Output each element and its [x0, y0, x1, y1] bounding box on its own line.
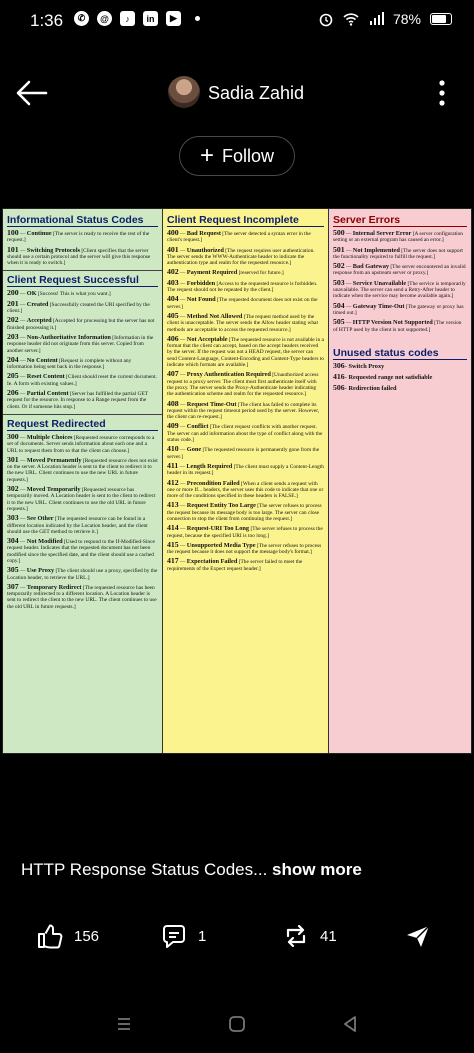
section-title: Client Request Successful — [7, 274, 158, 287]
status-code-entry: 305 — Use Proxy [The client should use a proxy, specified by the Location header, to retrieve the URL.] — [7, 565, 158, 581]
section-title: Unused status codes — [333, 347, 467, 360]
status-code-entry: 202 — Accepted [Accepted for processing but the server has not finished processing it.] — [7, 315, 155, 331]
code-number: 101 — [7, 244, 19, 254]
code-description: [Information in the response header did not originate from this server. Copied from another server.] — [7, 334, 154, 354]
comment-button[interactable] — [160, 922, 206, 950]
code-description: [Successfully created the URI specified by the client.] — [7, 301, 150, 315]
comment-icon — [160, 922, 188, 950]
repost-count: 41 — [320, 927, 337, 945]
status-code-entry: 409 — Conflict [The client request conflicts with another request. The server can add information about the type of conflict along with the status code.] — [167, 421, 323, 444]
whatsapp-icon: ✆ — [74, 11, 89, 26]
send-icon — [404, 922, 432, 950]
code-description: [Server has fulfilled the partial GET request for the resource. In response to a Range request from the client. Or if someone hits stop.] — [7, 391, 148, 410]
code-number: 409 — [167, 421, 179, 431]
action-bar — [0, 922, 474, 962]
code-number: 403 — [167, 277, 179, 287]
code-description: [The server is ready to receive the rest of the request.] — [7, 231, 150, 244]
code-name: Not Modified — [26, 538, 63, 546]
code-number: 412 — [167, 477, 179, 487]
code-number: 201 — [7, 298, 19, 308]
notification-icons — [74, 11, 200, 26]
youtube-icon: ▶ — [166, 11, 181, 26]
code-description: [Unauthorized access request to a proxy server. The client must first authenticate itself with the proxy. The server sends the Proxy-Authenticate header indicating the authentication scheme and realm for the requested resource.] — [167, 372, 319, 398]
code-number: 100 — [7, 228, 19, 237]
column-green — [3, 209, 163, 753]
code-number: 408 — [167, 398, 179, 408]
code-description: [Accepted for processing but the server has not finished processing it.] — [7, 318, 155, 331]
section-title: Request Redirected — [7, 418, 158, 431]
code-description: [The request requires user authentication. The server sends the WWW-Authenticate header to indicate the authentication type and realm for the requested resource.] — [167, 247, 315, 267]
code-name: Length Required — [186, 462, 233, 470]
caption-text: HTTP Response Status Codes... — [21, 860, 268, 879]
code-description: [Access to the requested resource is forbidden. The request should not be repeated by the client.] — [167, 280, 318, 294]
code-number: 206 — [7, 388, 19, 398]
code-description: [Request is complete without any information being sent back in the response.] — [7, 357, 132, 371]
code-description: [The requested resource has been temporarily redirected to a different location. A Location header is sent to redirect the client to the new URL. The client continues to use the old URL in future requests.] — [7, 584, 157, 610]
status-code-entry: 205 — Reset Content [Client should reset the current document. Ie. A form with existing values.] — [7, 371, 157, 387]
status-code-entry: 206 — Partial Content [Server has fulfilled the partial GET request for the resource. In response to a Range request from the client. Or if someone hits stop.] — [7, 388, 148, 410]
code-name: Gone — [186, 446, 202, 454]
code-name: Created — [26, 300, 49, 308]
code-name: Proxy Authentication Required — [186, 371, 271, 379]
code-description: [Success! This is what you want.] — [37, 291, 111, 298]
status-code-entry: 417 — Expectation Failed [The server failed to meet the requirements of the Expect request header.] — [167, 556, 303, 572]
code-name: Not Acceptable — [186, 335, 228, 343]
code-number: 413 — [167, 500, 179, 510]
like-count: 156 — [74, 927, 100, 945]
signal-icon — [368, 11, 384, 27]
code-description: [The client must supply a Content-Length header in its request.] — [167, 463, 324, 477]
code-description: [The requested document does not exist on the server.] — [167, 297, 318, 310]
code-number: 401 — [167, 244, 179, 254]
code-name: Continue — [26, 230, 52, 237]
code-name: HTTP Version Not Supported — [352, 319, 433, 327]
battery-icon — [430, 13, 452, 25]
status-code-entry: 412 — Precondition Failed [When a client sends a request with one or more If... headers, the server uses this code to indicate that one or more of the conditions specified in these headers is FALSE.] — [167, 477, 324, 500]
code-number: 407 — [167, 369, 179, 379]
status-code-entry: 401 — Unauthorized [The request requires user authentication. The server sends the WWW-Authenticate header to indicate the authentication type and realm for the requested resource.] — [167, 244, 315, 267]
code-name: Service Unavailable — [352, 279, 407, 287]
threads-icon: @ — [97, 11, 112, 26]
code-name: Not Found — [186, 296, 216, 304]
code-name: Request Entity Too Large — [186, 502, 256, 510]
home-icon[interactable] — [227, 1014, 247, 1034]
code-description: [The server refuses to process the request because it does not support the message body's format.] — [167, 542, 322, 556]
code-description: [The client request conflicts with another request. The server can add information about the type of conflict along with the status code.] — [167, 424, 323, 444]
status-code-entry: 506- Redirection failed — [333, 383, 397, 393]
author-name[interactable]: Sadia Zahid — [208, 83, 305, 103]
code-number: 417 — [167, 556, 179, 566]
status-code-entry: 200 — OK [Success! This is what you want.] — [7, 288, 111, 298]
send-button[interactable] — [404, 922, 432, 950]
tiktok-icon: ♪ — [120, 11, 135, 26]
code-description: [The request method used by the client is unacceptable. The server sends the Allow header stating what methods are acceptable to access the requested resource.] — [167, 313, 318, 333]
code-name: Forbidden — [186, 279, 216, 287]
code-name: Unauthorized — [186, 246, 224, 254]
code-name: Reset Content — [26, 373, 65, 381]
code-name: See Other — [26, 515, 54, 523]
code-description: [A server configuration setting or an external program has caused an error.] — [333, 231, 463, 244]
comment-count: 1 — [198, 927, 207, 945]
code-name: Use Proxy — [26, 567, 55, 575]
status-code-entry: 505 — HTTP Version Not Supported [The version of HTTP used by the client is not supported.] — [333, 317, 462, 333]
code-description: [The requested resource can be found in a different location indicated by the Location header, and the client should use the GET method to retrieve it.] — [7, 516, 148, 535]
code-description: [The server does not support the functionality required to fulfill the request.] — [333, 247, 463, 260]
status-code-entry: 402 — Payment Required [reserved for future.] — [167, 267, 284, 277]
code-number: 414 — [167, 523, 179, 533]
system-nav-bar — [0, 1010, 474, 1040]
code-name: Internal Server Error — [352, 230, 412, 237]
code-description: [When a client sends a request with one or more If... headers, the server uses this code to indicate that one or more of the conditions specified in these headers is FALSE.] — [167, 480, 324, 500]
code-number: 400 — [167, 228, 179, 237]
code-description: [reserved for future.] — [238, 270, 284, 277]
code-number: 416 — [333, 372, 345, 382]
code-name: Temporary Redirect — [26, 583, 82, 591]
code-name: Request Time-Out — [186, 400, 237, 408]
code-number: 402 — [167, 267, 179, 277]
code-number: 410 — [167, 444, 179, 454]
back-nav-icon[interactable] — [340, 1014, 360, 1034]
unused-codes-section — [333, 347, 467, 393]
code-name: Requested range not satisfiable — [348, 374, 433, 382]
code-description: [The client should use a proxy, specified by the Location header, to retrieve the URL.] — [7, 568, 158, 581]
code-description: [The gateway or proxy has timed out.] — [333, 303, 464, 316]
code-description: [Client should reset the current document. Ie. A form with existing values.] — [7, 374, 157, 387]
code-number: 303 — [7, 513, 19, 523]
status-code-entry: 101 — Switching Protocols [Client specifies that the server should use a certain protocol and the server will give this response when it is ready to switch.] — [7, 244, 151, 267]
column-pink — [329, 209, 471, 753]
status-code-entry: 504 — Gateway Time-Out [The gateway or proxy has timed out.] — [333, 300, 464, 316]
status-bar — [0, 0, 474, 42]
code-name: No Content — [26, 356, 58, 364]
status-code-entry: 304 — Not Modified [Used to respond to the If-Modified-Since request header. Indicates that the requested document has not been modified since the specified date, and the client should use a cached copy.] — [7, 536, 155, 564]
post-caption — [21, 860, 362, 880]
more-options-icon[interactable] — [432, 78, 452, 108]
code-number: 505 — [333, 317, 345, 327]
repost-button[interactable] — [282, 922, 337, 950]
code-number: 307 — [7, 581, 19, 591]
section-title: Client Request Incomplete — [167, 214, 324, 227]
code-description: [Requested resource has temporarily moved. A Location header is sent to the client to redirect it to the new URL. Client continues to use the old URL in future requests.] — [7, 487, 156, 512]
code-name: Switching Protocols — [26, 246, 81, 254]
code-number: 306 — [333, 360, 345, 370]
status-code-entry: 306- Switch Proxy — [333, 360, 385, 370]
code-name: Bad Gateway — [352, 263, 390, 271]
code-name: Multiple Choices — [26, 433, 73, 441]
code-number: 506 — [333, 383, 345, 393]
code-description: [The server failed to meet the requirements of the Expect request header.] — [167, 559, 303, 572]
code-description: [Used to respond to the If-Modified-Since request header. Indicates that the requested document has not been modified since the specified date, and the client should use a cached copy.] — [7, 539, 155, 564]
code-description: [Client specifies that the server should use a certain protocol and the server will give this response when it is ready to switch.] — [7, 247, 151, 267]
code-number: 500 — [333, 228, 345, 237]
code-name: Payment Required — [186, 269, 238, 277]
status-code-entry: 411 — Length Required [The client must supply a Content-Length header in its request.] — [167, 460, 324, 477]
status-code-entry: 400 — Bad Request [The server detected a syntax error in the client's request.] — [167, 228, 311, 244]
avatar[interactable] — [168, 76, 200, 108]
clock: 1:36 — [30, 11, 64, 30]
status-code-entry: 203 — Non-Authoritative Information [Information in the response header did not originate from this server. Copied from another server.] — [7, 331, 154, 354]
column-yellow — [163, 209, 329, 753]
code-name: Gateway Time-Out — [352, 302, 405, 310]
code-number: 503 — [333, 277, 345, 287]
status-code-entry: 408 — Request Time-Out [The client has failed to complete its request within the request timeout period used by the server. However, the client can re-request.] — [167, 398, 320, 421]
show-more-link[interactable]: show more — [272, 860, 362, 879]
code-name: OK — [26, 290, 37, 298]
battery-percent: 78% — [392, 11, 421, 27]
code-description: [The service is temporarily unavailable. The server can send a Retry-After header to indicate when the service may become available again.] — [333, 280, 466, 300]
back-arrow-icon[interactable] — [14, 76, 50, 110]
code-name: Partial Content — [26, 390, 69, 398]
status-code-entry: 414 — Request-URI Too Long [The server refuses to process the request, because the specified URI is too long.] — [167, 523, 323, 539]
code-number: 203 — [7, 331, 19, 341]
status-code-entry: 501 — Not Implemented [The server does not support the functionality required to fulfill the request.] — [333, 244, 463, 260]
status-codes-image[interactable] — [2, 208, 472, 754]
status-code-entry: 416- Requested range not satisfiable — [333, 372, 433, 382]
recent-apps-icon[interactable] — [114, 1014, 134, 1034]
code-number: 302 — [7, 484, 19, 494]
status-code-entry: 300 — Multiple Choices [Requested resource corresponds to a set of documents. Server sends information about each one and a URL to request them from so that the client can choose.] — [7, 431, 155, 454]
code-description: [The requested resource is not available in a format that the client can accept, based on the accept headers received by the server. If the request was not a HEAD request, the server can send Content-Language, Content-Encoding and Content-Type headers to indicate which formats are available.] — [167, 336, 324, 369]
status-code-entry: 500 — Internal Server Error [A server configuration setting or an external program has caused an error.] — [333, 228, 463, 244]
status-code-entry: 204 — No Content [Request is complete without any information being sent back in the response.] — [7, 354, 132, 371]
code-number: 415 — [167, 539, 179, 549]
code-name: Redirection failed — [348, 385, 397, 393]
status-code-entry: 100 — Continue [The server is ready to receive the rest of the request.] — [7, 228, 150, 244]
code-description: [The requested resource is permanently gone from the server.] — [167, 447, 320, 460]
code-description: [The version of HTTP used by the client is not supported.] — [333, 320, 462, 333]
more-notifications-dot — [195, 16, 200, 21]
like-button[interactable] — [36, 922, 99, 950]
code-description: [Requested resource corresponds to a set of documents. Server sends information about each one and a URL to request them from so that the client can choose.] — [7, 434, 155, 454]
code-name: Precondition Failed — [186, 479, 240, 487]
code-description: [The server refuses to process the request, because the specified URI is too long.] — [167, 526, 323, 539]
code-number: 301 — [7, 454, 19, 464]
code-number: 404 — [167, 294, 179, 304]
follow-button[interactable] — [179, 136, 295, 176]
code-number: 504 — [333, 300, 345, 310]
status-code-entry: 405 — Method Not Allowed [The request method used by the client is unacceptable. The server sends the Allow header stating what methods are acceptable to access the requested resource.] — [167, 310, 318, 333]
code-name: Moved Permanently — [26, 456, 82, 464]
code-number: 305 — [7, 565, 19, 575]
repost-icon — [282, 922, 310, 950]
code-description: [Requested resource does not exist on the server. A Location header is sent to the client to redirect it to the new URL. Client continues to use the new URL in future requests.] — [7, 457, 158, 483]
code-name: Conflict — [186, 423, 209, 431]
status-code-entry: 302 — Moved Temporarily [Requested resource has temporarily moved. A Location header is sent to the client to redirect it to the new URL. Client continues to use the old URL in future requests.] — [7, 484, 156, 512]
code-name: Not Implemented — [352, 246, 400, 254]
code-name: Unsupported Media Type — [186, 541, 256, 549]
section-divider — [3, 414, 162, 415]
code-name: Moved Temporarily — [26, 486, 81, 494]
alarm-icon — [318, 11, 334, 27]
status-code-entry: 413 — Request Entity Too Large [The server refuses to process the request because its message body is too large. The server can close connection to stop the client from continuing the request.] — [167, 500, 322, 522]
section-divider — [3, 270, 162, 271]
code-name: Switch Proxy — [348, 362, 385, 370]
plus-icon: + — [199, 142, 214, 169]
section-title: Server Errors — [333, 214, 467, 227]
code-name: Method Not Allowed — [186, 312, 243, 320]
code-name: Bad Request — [186, 230, 221, 237]
thumbs-up-icon — [36, 922, 64, 950]
code-number: 405 — [167, 310, 179, 320]
follow-label: Follow — [222, 145, 275, 166]
code-number: 304 — [7, 536, 19, 546]
code-name: Non-Authoritative Information — [26, 333, 111, 341]
code-name: Accepted — [26, 317, 52, 325]
code-description: [The server encountered an invalid response from an upstream server or proxy.] — [333, 264, 466, 277]
status-code-entry: 503 — Service Unavailable [The service is temporarily unavailable. The server can send a Retry-After header to indicate when the service may become available again.] — [333, 277, 466, 300]
status-code-entry: 404 — Not Found [The requested document does not exist on the server.] — [167, 294, 318, 310]
status-code-entry: 301 — Moved Permanently [Requested resource does not exist on the server. A Location header is sent to the client to redirect it to the new URL. Client continues to use the new URL in future requests.] — [7, 454, 158, 483]
section-title: Informational Status Codes — [7, 214, 158, 227]
status-code-entry: 415 — Unsupported Media Type [The server refuses to process the request because it does not support the message body's format.] — [167, 539, 322, 556]
code-number: 501 — [333, 244, 345, 254]
code-name: Request-URI Too Long — [186, 525, 250, 533]
code-name: Expectation Failed — [186, 558, 238, 566]
code-description: [The server detected a syntax error in the client's request.] — [167, 231, 311, 244]
code-number: 406 — [167, 333, 179, 343]
code-number: 205 — [7, 371, 19, 381]
status-code-entry: 303 — See Other [The requested resource can be found in a different location indicated by the Location header, and the client should use the GET method to retrieve it.] — [7, 513, 148, 535]
code-description: [The server refuses to process the request because its message body is too large. The server can close connection to stop the client from continuing the request.] — [167, 503, 322, 522]
wifi-icon — [343, 11, 359, 27]
status-code-entry: 403 — Forbidden [Access to the requested resource is forbidden. The request should not be repeated by the client.] — [167, 277, 318, 294]
code-number: 411 — [167, 460, 179, 470]
code-description: [The client has failed to complete its request within the request timeout period used by the server. However, the client can re-request.] — [167, 401, 320, 421]
code-number: 204 — [7, 354, 19, 364]
status-code-entry: 410 — Gone [The requested resource is permanently gone from the server.] — [167, 444, 320, 460]
code-number: 300 — [7, 431, 19, 441]
status-code-entry: 407 — Proxy Authentication Required [Unauthorized access request to a proxy server. The client must first authenticate itself with the proxy. The server sends the Proxy-Authenticate header indicating the authentication scheme and realm for the requested resource.] — [167, 369, 319, 398]
status-code-entry: 307 — Temporary Redirect [The requested resource has been temporarily redirected to a different location. A Location header is sent to redirect the client to the new URL. The client continues to use the old URL in future requests.] — [7, 581, 157, 610]
code-number: 200 — [7, 288, 19, 298]
code-number: 202 — [7, 315, 19, 325]
code-number: 502 — [333, 261, 345, 271]
status-code-entry: 406 — Not Acceptable [The requested resource is not available in a format that the client can accept, based on the accept headers received by the server. If the request was not a HEAD request, the server can send Content-Language, Content-Encoding and Content-Type headers to indicate which formats are available.] — [167, 333, 324, 369]
status-code-entry: 201 — Created [Successfully created the URI specified by the client.] — [7, 298, 150, 315]
linkedin-icon: in — [143, 11, 158, 26]
status-code-entry: 502 — Bad Gateway [The server encountered an invalid response from an upstream server or proxy.] — [333, 261, 466, 277]
